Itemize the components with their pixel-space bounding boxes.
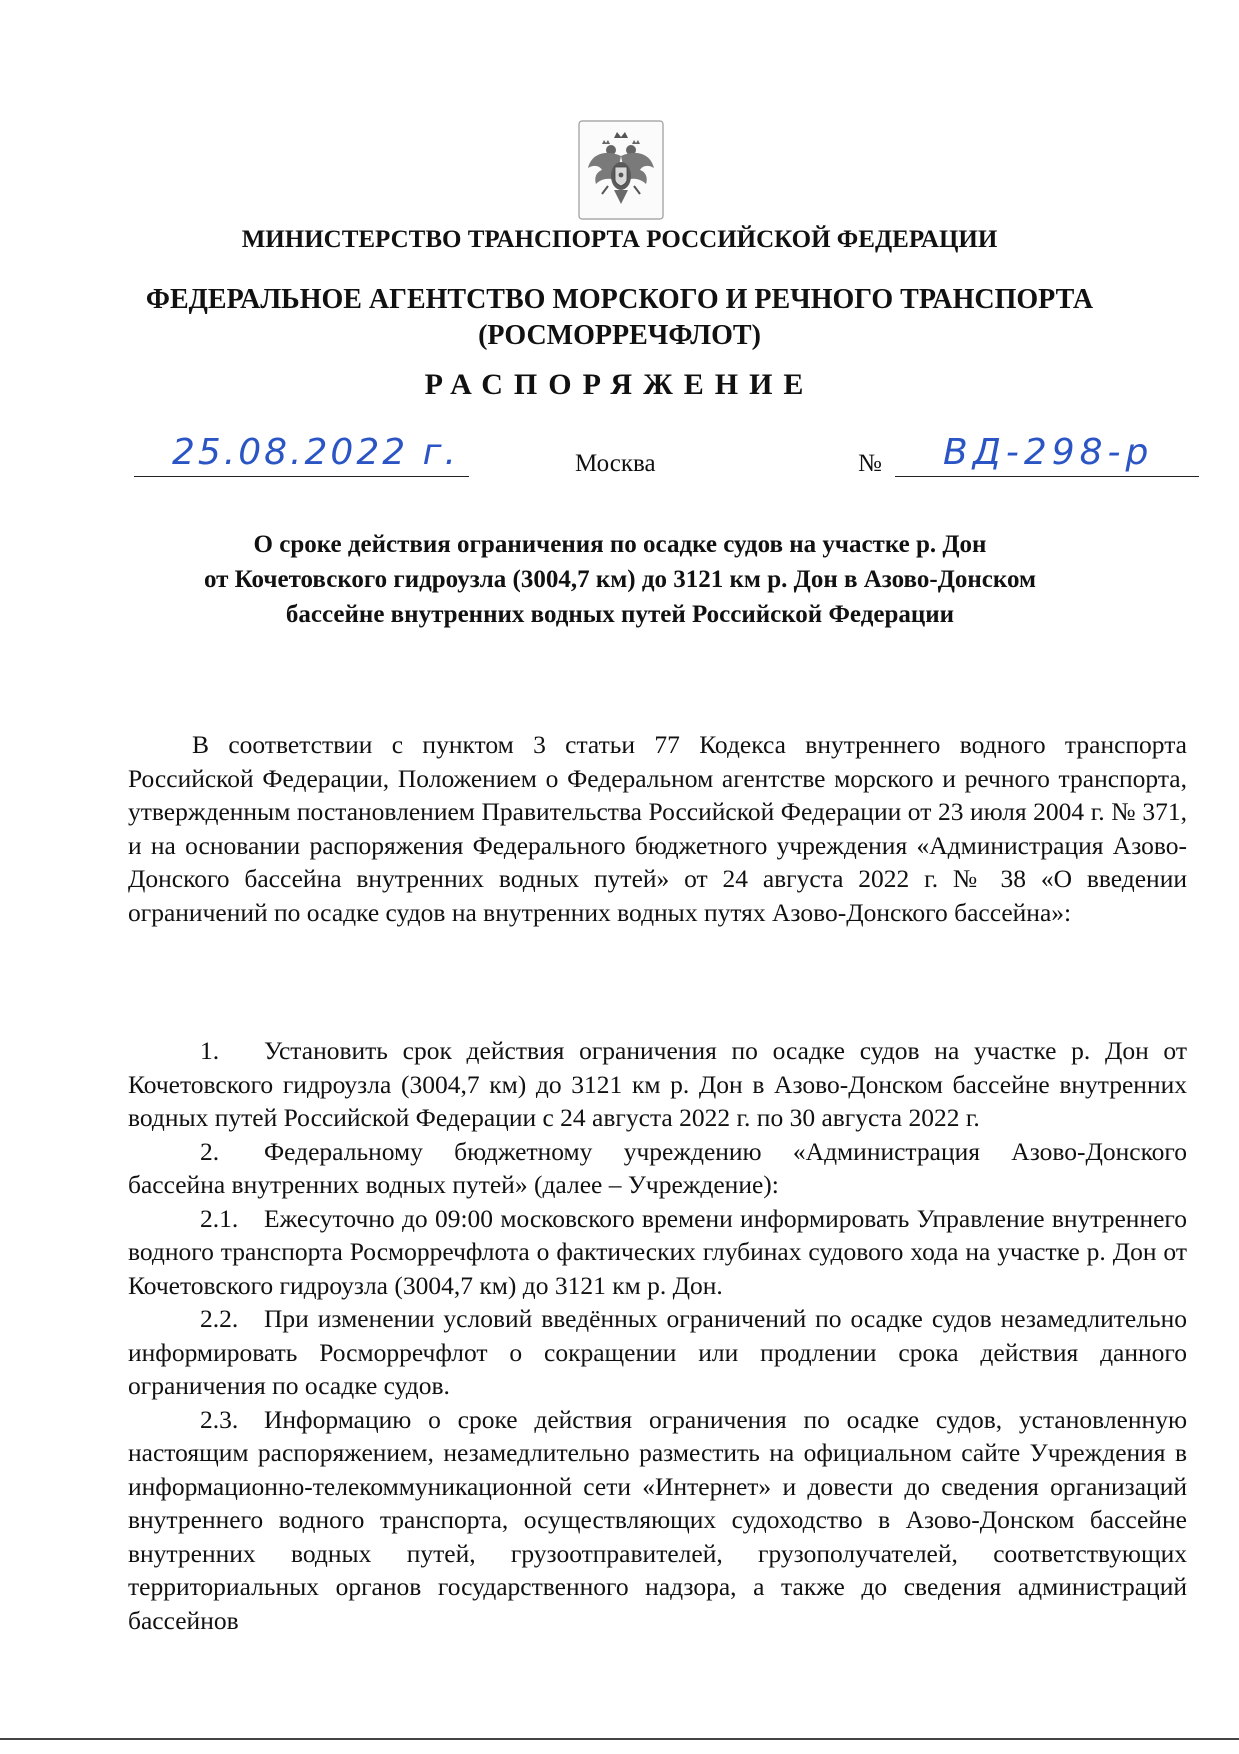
agency-title xyxy=(0,282,1239,354)
document-subject xyxy=(100,527,1140,632)
order-item xyxy=(128,1403,1187,1638)
item-number: 1. xyxy=(200,1036,220,1065)
handwritten-number: ВД-298-р xyxy=(943,432,1154,473)
preamble-paragraph: В соответствии с пунктом 3 статьи 77 Кодекса внутреннего водного транспорта Российской Федерации, Положением о Федеральном агентстве морского и речного транспорта, утвержденным постановлением Правительства Российской Федерации от 23 июля 2004 г. № 371, и на основании распоряжения Федерального бюджетного учреждения «Администрация Азово-Донского бассейна внутренних водных путей» от 24 августа 2022 г. № 38 «О введении ограничений по осадке судов на внутренних водных путях Азово-Донского бассейна»: xyxy=(128,730,1187,927)
order-item xyxy=(128,1302,1187,1403)
city-label: Москва xyxy=(575,450,656,477)
ministry-title: МИНИСТЕРСТВО ТРАНСПОРТА РОССИЙСКОЙ ФЕДЕРАЦИИ xyxy=(241,226,998,253)
document-type-heading: РАСПОРЯЖЕНИЕ xyxy=(424,368,815,401)
document-date-field xyxy=(134,432,469,477)
agency-title-line1: ФЕДЕРАЛЬНОЕ АГЕНТСТВО МОРСКОГО И РЕЧНОГО ТРАНСПОРТА xyxy=(145,284,1094,315)
item-text: Информацию о сроке действия ограничения по осадке судов, установленную настоящим распоряжением, незамедлительно разместить на официальном сайте Учреждения в информационно-телекоммуникационной сети «Интернет» и довести до сведения организаций внутреннего водного транспорта, осуществляющих судоходство в Азово-Донском бассейне внутренних водных путей, грузоотправителей, грузополучателей, соответствующих территориальных органов государственного надзора, а также до сведения администраций бассейнов xyxy=(128,1404,1187,1635)
number-sign: № xyxy=(858,450,882,477)
item-number: 2.2. xyxy=(200,1304,239,1333)
order-item xyxy=(128,1202,1187,1303)
item-text: Установить срок действия ограничения по осадке судов на участке р. Дон от Кочетовского гидроузла (3004,7 км) до 3121 км р. Дон в Азово-Донском бассейне внутренних водных путей Российской Федерации с 24 августа 2022 г. по 30 августа 2022 г. xyxy=(128,1036,1187,1132)
item-number: 2.3. xyxy=(200,1404,239,1434)
item-text: Федеральному бюджетному учреждению «Администрация Азово-Донского бассейна внутренних водных путей» (далее – Учреждение): xyxy=(128,1136,1187,1199)
subject-line1: О сроке действия ограничения по осадке судов на участке р. Дон xyxy=(253,531,987,558)
subject-line2: от Кочетовского гидроузла (3004,7 км) до 3121 км р. Дон в Азово-Донском xyxy=(203,566,1037,593)
handwritten-date: 25.08.2022 г. xyxy=(172,432,459,473)
order-item xyxy=(128,1034,1187,1135)
russian-coat-of-arms-icon xyxy=(578,120,664,220)
scan-bottom-edge xyxy=(0,1738,1239,1740)
item-text: При изменении условий введённых ограничений по осадке судов незамедлительно информировать Росморречфлот о сокращении или продлении срока действия данного ограничения по осадке судов. xyxy=(128,1304,1187,1400)
document-number-field xyxy=(895,432,1199,477)
item-number: 2. xyxy=(200,1136,220,1166)
agency-title-line2: (РОСМОРРЕЧФЛОТ) xyxy=(478,320,761,351)
subject-line3: бассейне внутренних водных путей Российской Федерации xyxy=(285,601,955,628)
order-items xyxy=(128,1034,1187,1637)
item-text: Ежесуточно до 09:00 московского времени информировать Управление внутреннего водного транспорта Росморречфлота о фактических глубинах судового хода на участке р. Дон от Кочетовского гидроузла (3004,7 км) до 3121 км р. Дон. xyxy=(128,1203,1187,1300)
order-item xyxy=(128,1135,1187,1202)
item-number: 2.1. xyxy=(200,1203,239,1233)
